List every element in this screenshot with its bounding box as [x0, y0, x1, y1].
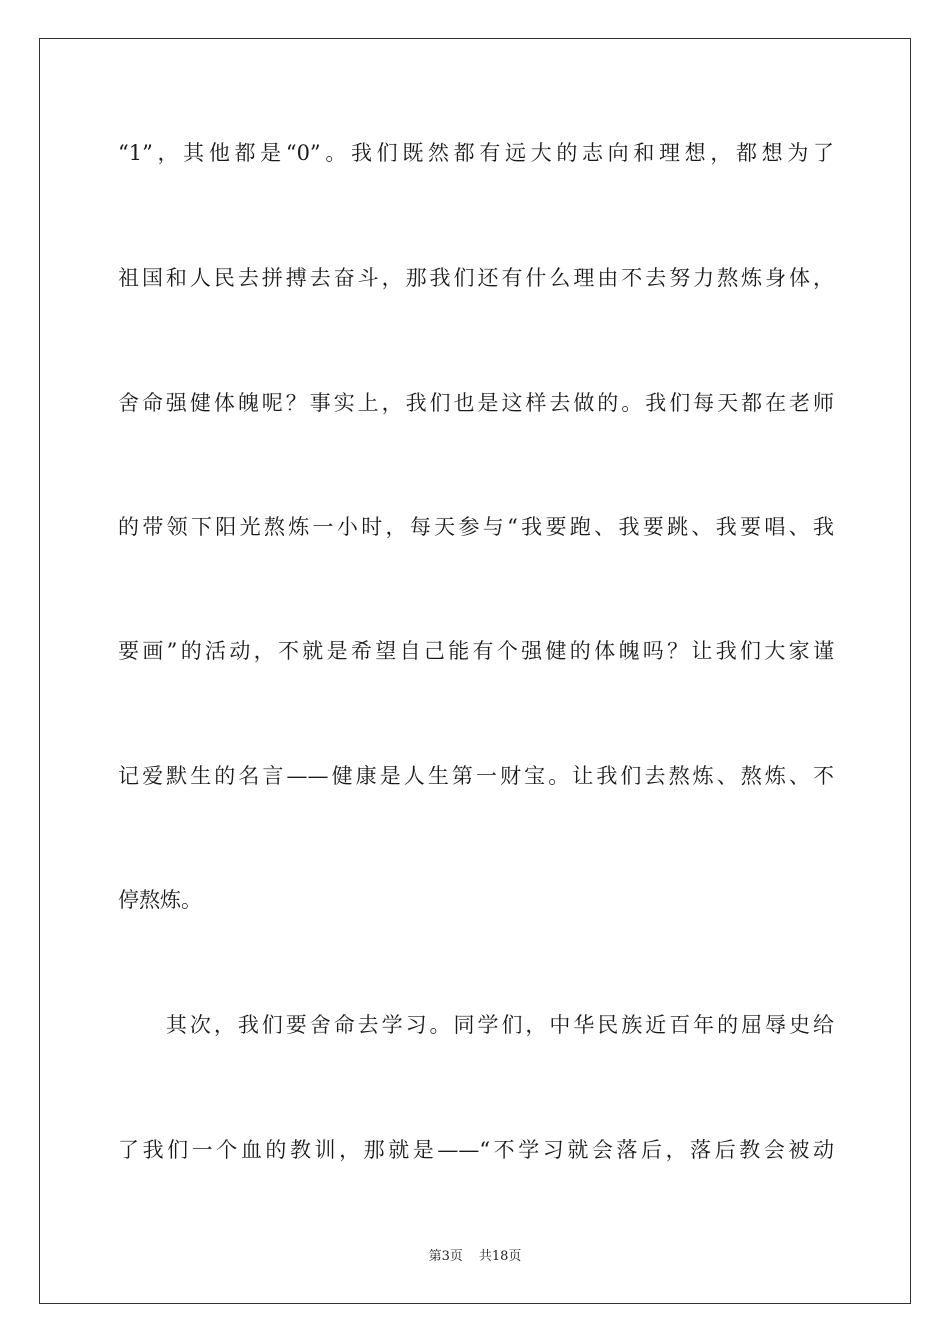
page-number: 第3页 — [428, 1249, 463, 1264]
page-border — [39, 38, 911, 1304]
paragraph-line: 祖国和人民去拼搏去奋斗，那我们还有什么理由不去努力熬炼身体， — [118, 266, 834, 290]
page-footer — [0, 1248, 950, 1266]
paragraph-line: 停熬炼。 — [118, 888, 202, 912]
paragraph-line: 其次，我们要舍命去学习。同学们，中华民族近百年的屈辱史给 — [118, 1013, 834, 1037]
paragraph-line: 舍命强健体魄呢？事实上，我们也是这样去做的。我们每天都在老师 — [118, 391, 834, 415]
paragraph-line: 记爱默生的名言——健康是人生第一财宝。让我们去熬炼、熬炼、不 — [118, 764, 834, 788]
page-total: 共18页 — [478, 1249, 522, 1264]
paragraph-line: 的带领下阳光熬炼一小时，每天参与“我要跑、我要跳、我要唱、我 — [118, 515, 834, 539]
paragraph-line: “1”，其他都是“0”。我们既然都有远大的志向和理想，都想为了 — [118, 141, 834, 165]
paragraph-line: 要画”的活动，不就是希望自己能有个强健的体魄吗？让我们大家谨 — [118, 639, 834, 663]
paragraph-line: 了我们一个血的教训，那就是——“不学习就会落后，落后教会被动 — [118, 1138, 834, 1162]
